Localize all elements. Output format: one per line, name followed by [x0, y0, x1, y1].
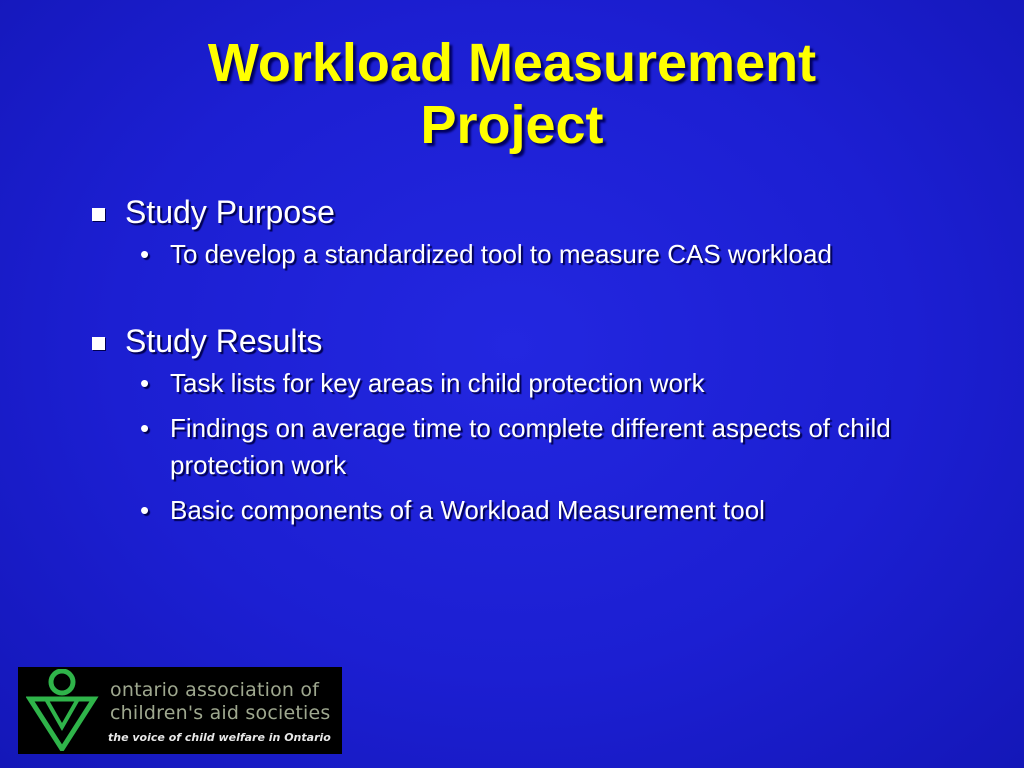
- logo-org-line-1: ontario association of: [110, 679, 320, 701]
- title-line-1: Workload Measurement: [207, 33, 817, 93]
- sub-bullet-list: [92, 365, 932, 529]
- round-bullet-icon: •: [140, 239, 150, 269]
- bullet-level2: [140, 365, 932, 402]
- section-heading: Study Results: [125, 323, 323, 359]
- section-heading: Study Purpose: [125, 194, 335, 230]
- bullet-level1: [92, 192, 932, 232]
- bullet-level2: [140, 492, 932, 529]
- logo-tagline: the voice of child welfare in Ontario: [108, 731, 331, 744]
- bullet-level2: [140, 236, 932, 273]
- section-study-results: [92, 321, 932, 529]
- bullet-level2: [140, 410, 932, 484]
- round-bullet-icon: •: [140, 413, 150, 443]
- title-line-2: Project: [420, 95, 604, 155]
- round-bullet-icon: •: [140, 495, 150, 525]
- round-bullet-icon: •: [140, 368, 150, 398]
- green-figure-triangle-icon: [26, 669, 100, 751]
- sub-bullet-list: [92, 236, 932, 273]
- oacas-logo: [18, 667, 342, 754]
- square-bullet-icon: [92, 337, 105, 350]
- slide-title: [0, 32, 1024, 156]
- logo-org-line-2: children's aid societies: [110, 702, 331, 724]
- square-bullet-icon: [92, 208, 105, 221]
- bullet-text: Task lists for key areas in child protection work: [170, 368, 705, 398]
- bullet-text: To develop a standardized tool to measure CAS workload: [170, 239, 832, 269]
- section-study-purpose: [92, 192, 932, 273]
- bullet-text: Findings on average time to complete different aspects of child protection work: [170, 413, 891, 480]
- bullet-level1: [92, 321, 932, 361]
- bullet-text: Basic components of a Workload Measurement tool: [170, 495, 765, 525]
- slide-body: [92, 192, 932, 537]
